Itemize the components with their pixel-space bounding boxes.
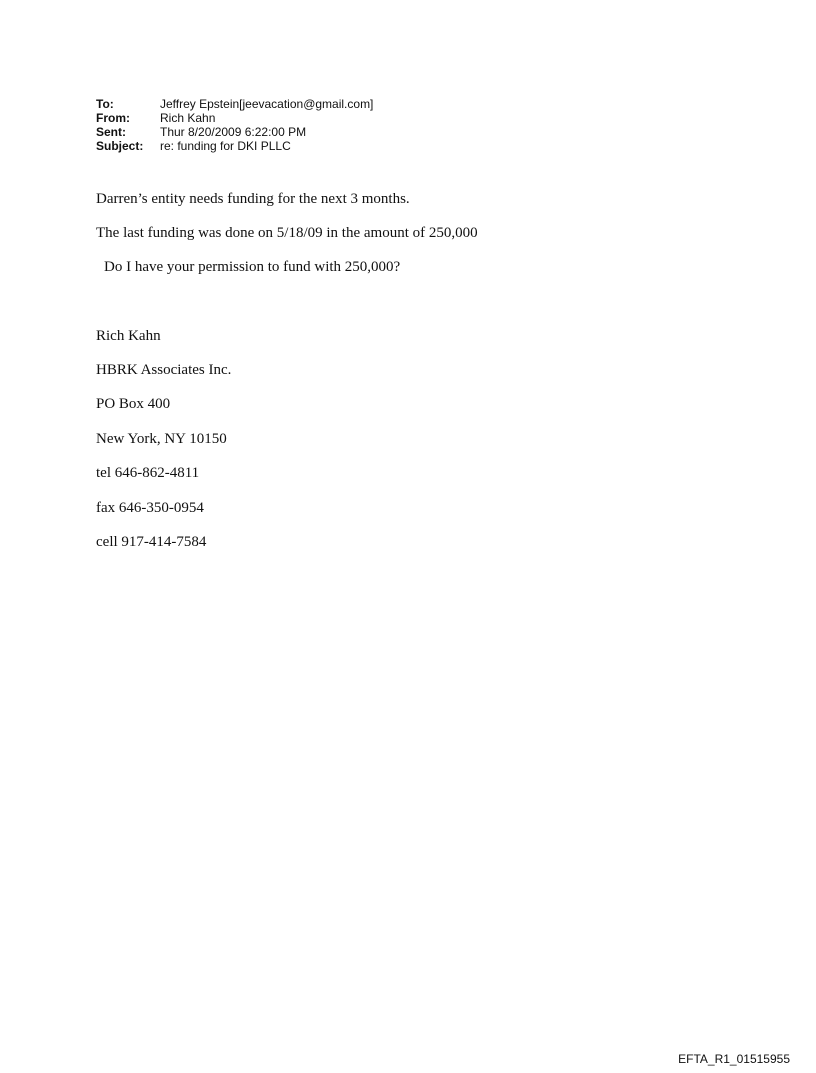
body-line-last-funding: The last funding was done on 5/18/09 in the amount of 250,000	[96, 225, 478, 241]
body-line-funding-need: Darren’s entity needs funding for the next 3 months.	[96, 191, 410, 207]
signature-fax: fax 646-350-0954	[96, 500, 204, 516]
to-label: To:	[96, 97, 114, 111]
signature-address-po-box: PO Box 400	[96, 396, 171, 412]
signature-address-city: New York, NY 10150	[96, 431, 227, 447]
to-value: Jeffrey Epstein[jeevacation@gmail.com]	[160, 97, 374, 111]
signature-name: Rich Kahn	[96, 328, 161, 344]
header-sent-row	[96, 125, 373, 139]
header-from-row	[96, 111, 373, 125]
subject-value: re: funding for DKI PLLC	[160, 139, 291, 153]
header-subject-row	[96, 139, 373, 153]
email-header	[96, 97, 373, 153]
from-label: From:	[96, 111, 130, 125]
signature-company: HBRK Associates Inc.	[96, 362, 232, 378]
document-id-stamp: EFTA_R1_01515955	[678, 1052, 790, 1066]
sent-value: Thur 8/20/2009 6:22:00 PM	[160, 125, 307, 139]
header-to-row	[96, 97, 373, 111]
signature-cell: cell 917-414-7584	[96, 534, 207, 550]
sent-label: Sent:	[96, 125, 126, 139]
subject-label: Subject:	[96, 139, 144, 153]
body-line-permission-question: Do I have your permission to fund with 250,000?	[104, 259, 401, 275]
from-value: Rich Kahn	[160, 111, 216, 125]
signature-tel: tel 646-862-4811	[96, 465, 200, 481]
